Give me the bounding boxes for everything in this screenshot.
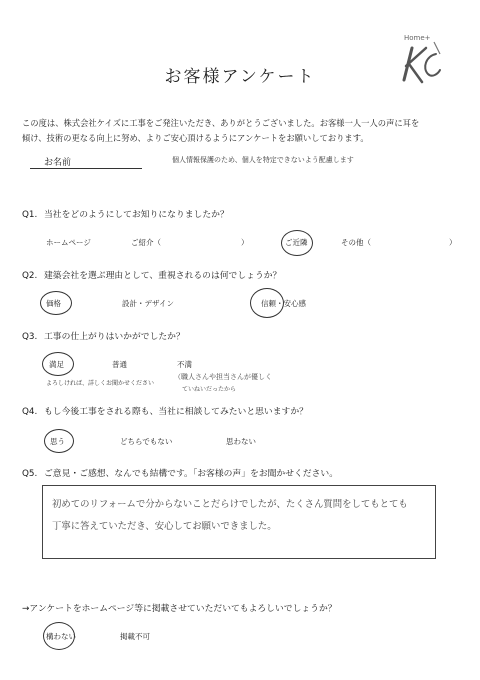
q2-option-design[interactable]: 設計・デザイン — [122, 299, 174, 308]
name-field[interactable] — [30, 168, 142, 169]
q3-option-satisfied[interactable]: 満足 — [49, 360, 64, 369]
q2-option-trust[interactable]: 信頼・安心感 — [261, 299, 306, 308]
selected-circle — [44, 429, 74, 453]
question-number: Q2. — [22, 271, 38, 281]
selected-circle — [40, 291, 72, 315]
publish-option-ng[interactable]: 掲載不可 — [120, 632, 150, 641]
q3-option-dissatisfied[interactable]: 不満 — [177, 360, 192, 369]
q2-option-price[interactable]: 価格 — [46, 299, 61, 308]
question-5 — [22, 466, 338, 479]
question-1 — [22, 207, 229, 220]
q4-option-neither[interactable]: どちらでもない — [120, 437, 173, 446]
q4-option-no[interactable]: 思わない — [226, 437, 256, 446]
intro-paragraph — [22, 116, 468, 146]
q1-option-nearby[interactable]: ご近隣 — [285, 238, 308, 247]
selected-circle — [250, 288, 284, 318]
q1-paren-close: ） — [241, 238, 249, 247]
q3-option-normal[interactable]: 普通 — [112, 360, 127, 369]
comment-line: 初めてのリフォームで分からないことだらけでしたが、たくさん質問をしてもとても — [52, 499, 408, 510]
question-text: 工事の仕上がりはいかがでしたか？ — [44, 332, 185, 342]
logo-mark-icon — [392, 34, 448, 90]
privacy-note: 個人情報保護のため、個人を特定できないよう配慮します — [172, 156, 354, 164]
company-logo — [392, 34, 448, 90]
selected-circle — [42, 352, 74, 376]
publish-question: →アンケートをホームページ等に掲載させていただいてもよろしいでしょうか？ — [22, 604, 337, 614]
question-number: Q4. — [22, 407, 38, 417]
selected-circle — [43, 622, 75, 650]
q1-option-other[interactable]: その他（ — [341, 238, 371, 247]
question-text: 当社をどのようにしてお知りになりましたか？ — [44, 210, 229, 220]
name-label: お名前 — [44, 158, 72, 168]
intro-line: 傾け、技術の更なる向上に努め、よりご安心頂けるようにアンケートをお願いしております。 — [22, 133, 369, 143]
question-3 — [22, 329, 185, 342]
selected-circle — [281, 230, 313, 256]
question-text: もし今後工事をされる際も、当社に相談してみたいと思いますか？ — [44, 407, 308, 417]
publish-option-ok[interactable]: 構わない — [46, 632, 76, 641]
q4-option-yes[interactable]: 思う — [50, 437, 65, 446]
question-2 — [22, 268, 281, 281]
q1-paren-close: ） — [449, 238, 457, 247]
logo-text: Home+ — [404, 34, 431, 42]
q1-option-homepage[interactable]: ホームページ — [46, 238, 91, 247]
question-number: Q3. — [22, 332, 38, 342]
question-4 — [22, 404, 308, 417]
question-text: ご意見・ご感想、なんでも結構です。「お客様の声」をお聞かせください。 — [44, 469, 338, 479]
survey-title: お客様アンケート — [164, 67, 316, 87]
question-number: Q5. — [22, 469, 38, 479]
q3-note: よろしければ、詳しくお聞かせください — [46, 380, 155, 387]
question-text: 建築会社を選ぶ理由として、重視されるのは何でしょうか？ — [44, 271, 282, 281]
comment-line: 丁寧に答えていただき、安心してお願いできました。 — [52, 521, 277, 532]
intro-line: この度は、株式会社ケイズに工事をご発注いただき、ありがとうございました。お客様一人一人の声に耳を — [22, 118, 420, 128]
q3-handwritten-line: （職人さんや担当さんが優しく — [174, 373, 272, 381]
q1-option-referral[interactable]: ご紹介（ — [131, 238, 161, 247]
question-number: Q1. — [22, 210, 38, 220]
q3-handwritten-line: ていねいだったから — [182, 386, 237, 393]
